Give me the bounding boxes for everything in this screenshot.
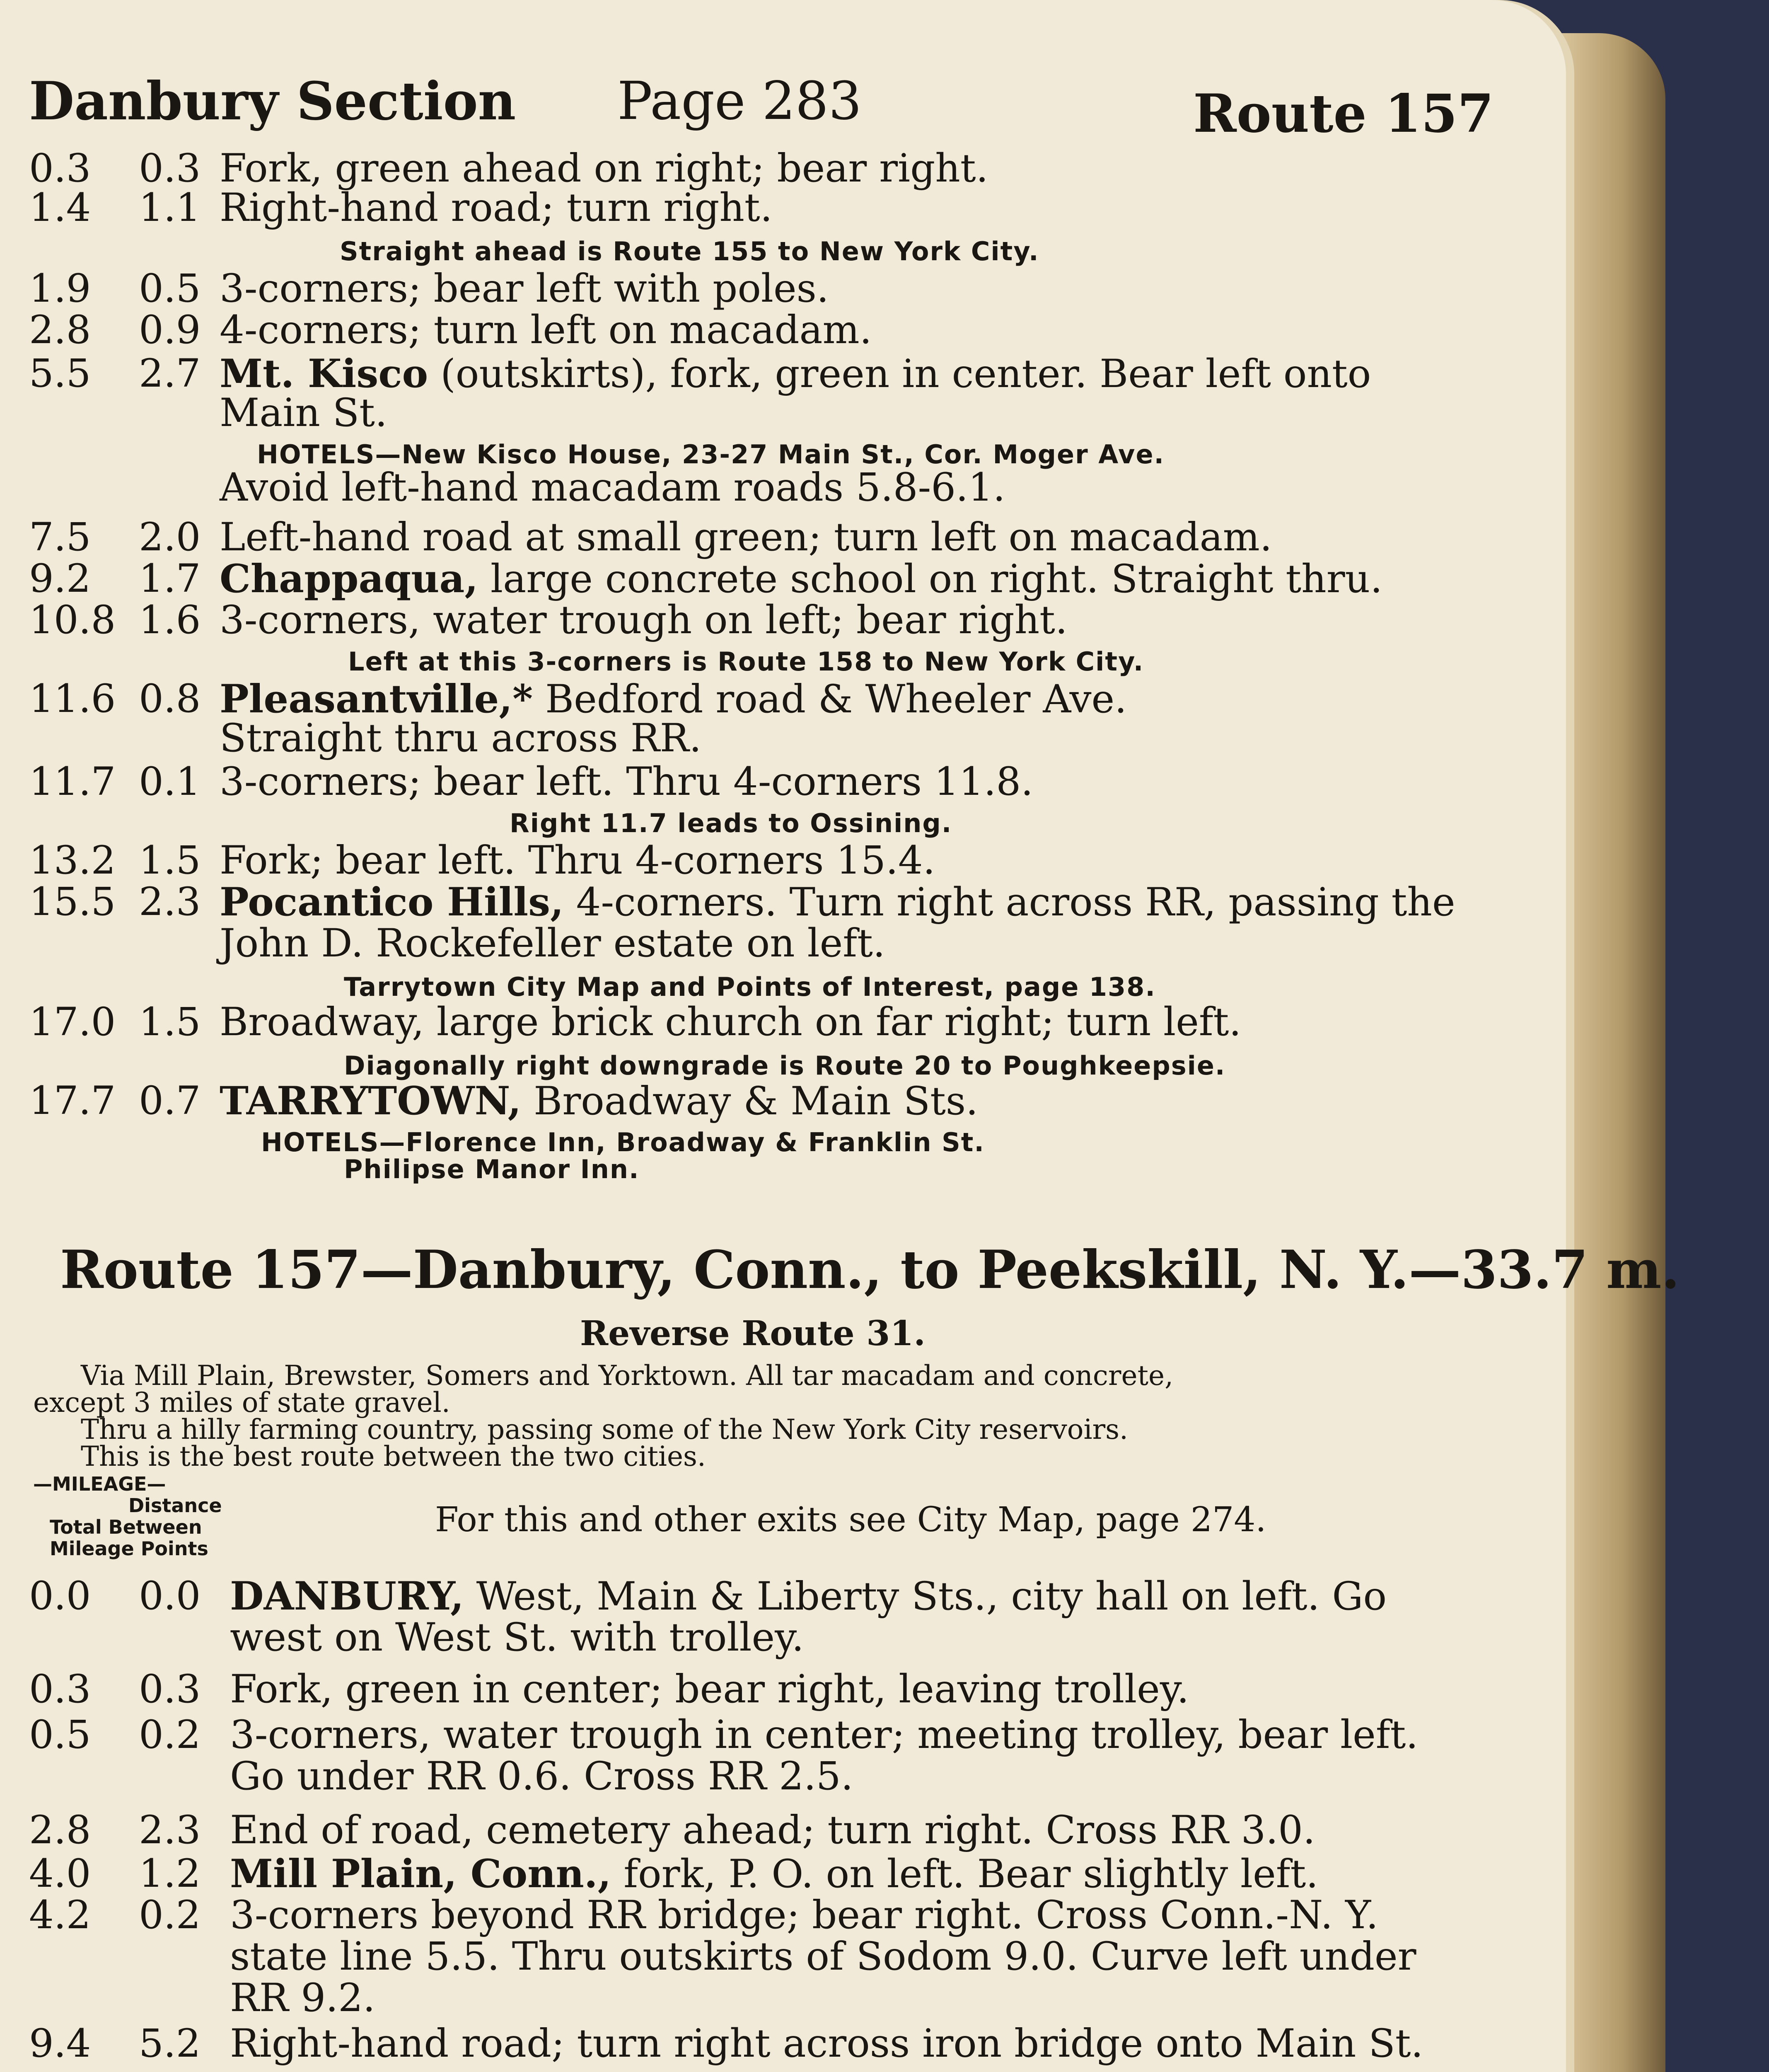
hotels-note: Philipse Manor Inn. (344, 1154, 640, 1184)
city-map-reference: For this and other exits see City Map, page 274. (435, 1500, 1266, 1539)
route-note: Tarrytown City Map and Points of Interest, page 138. (344, 972, 1156, 1002)
mileage-legend: —MILEAGE— Distance Total Between Mileage Points (33, 1473, 222, 1560)
route-157-title: Route 157—Danbury, Conn., to Peekskill, N. Y.—33.7 m. (60, 1239, 1680, 1300)
hotels-note: HOTELS—New Kisco House, 23-27 Main St., Cor. Moger Ave. (257, 439, 1165, 470)
route-intro-line: Thru a hilly farming country, passing some of the New York City reservoirs. (81, 1414, 1129, 1445)
route-intro-line: This is the best route between the two cities. (81, 1440, 706, 1472)
route-intro-line: except 3 miles of state gravel. (33, 1387, 450, 1418)
section-title: Danbury Section (29, 70, 516, 132)
hotels-note: HOTELS—Florence Inn, Broadway & Franklin St. (261, 1127, 985, 1157)
route-note: Left at this 3-corners is Route 158 to New York City. (348, 646, 1144, 677)
route-label: Route 157 (1193, 83, 1494, 144)
route-note: Diagonally right downgrade is Route 20 to Poughkeepsie. (344, 1051, 1226, 1081)
route-note: Right 11.7 leads to Ossining. (510, 808, 952, 838)
page-number: Page 283 (617, 70, 862, 131)
reverse-route: Reverse Route 31. (580, 1314, 926, 1353)
page-header (0, 62, 1541, 153)
route-intro-line: Via Mill Plain, Brewster, Somers and Yorktown. All tar macadam and concrete, (81, 1360, 1174, 1392)
route-note: Straight ahead is Route 155 to New York City. (340, 236, 1039, 266)
